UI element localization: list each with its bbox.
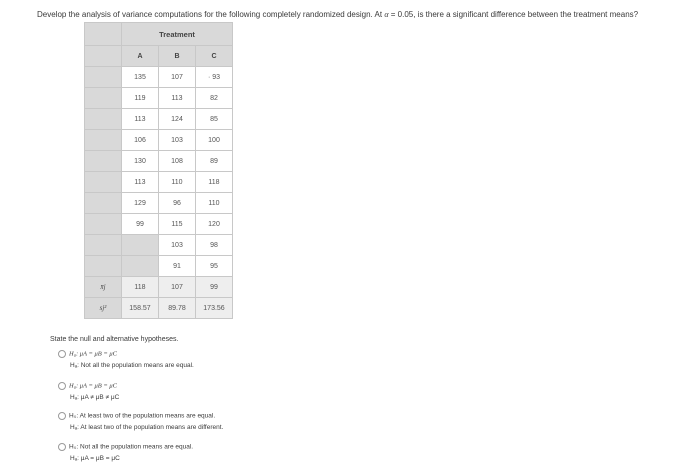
row-stub xyxy=(85,235,122,256)
table-row xyxy=(85,172,233,193)
option-h0: H₀: At least two of the population means are equal. xyxy=(69,412,216,420)
table-cell: 130 xyxy=(122,151,159,172)
row-stub xyxy=(85,214,122,235)
radio-button[interactable] xyxy=(58,382,66,390)
table-row xyxy=(85,88,233,109)
hypotheses-prompt: State the null and alternative hypotheses. xyxy=(50,336,179,343)
table-cell: 118 xyxy=(196,172,233,193)
row-stub xyxy=(85,193,122,214)
table-cell: 110 xyxy=(159,172,196,193)
table-cell: 103 xyxy=(159,235,196,256)
hypothesis-option-2[interactable] xyxy=(58,382,117,390)
question-prefix: Develop the analysis of variance computations for the following completely randomized design. At xyxy=(37,10,383,19)
table-cell: 106 xyxy=(122,130,159,151)
table-cell-empty xyxy=(122,235,159,256)
row-stub xyxy=(85,151,122,172)
radio-button[interactable] xyxy=(58,350,66,358)
option-ha: Hₐ: μA = μB = μC xyxy=(70,455,120,462)
row-stub xyxy=(85,256,122,277)
table-cell: 89 xyxy=(196,151,233,172)
table-cell: 113 xyxy=(122,172,159,193)
row-stub xyxy=(85,130,122,151)
option-ha: Hₐ: Not all the population means are equal. xyxy=(70,362,194,369)
table-cell: 95 xyxy=(196,256,233,277)
column-header-a: A xyxy=(122,46,159,67)
table-cell: 135 xyxy=(122,67,159,88)
table-row xyxy=(85,67,233,88)
table-cell: 129 xyxy=(122,193,159,214)
radio-button[interactable] xyxy=(58,443,66,451)
table-cell: 99 xyxy=(122,214,159,235)
row-stub xyxy=(85,88,122,109)
table-cell: 113 xyxy=(122,109,159,130)
table-cell: 113 xyxy=(159,88,196,109)
alpha-symbol: α xyxy=(384,10,389,19)
table-cell: 107 xyxy=(159,67,196,88)
table-cell: 119 xyxy=(122,88,159,109)
radio-button[interactable] xyxy=(58,412,66,420)
table-cell: · 93 xyxy=(196,67,233,88)
table-cell: 110 xyxy=(196,193,233,214)
hypothesis-option-1[interactable] xyxy=(58,350,117,358)
variance-label: sj² xyxy=(85,298,122,319)
table-cell: 103 xyxy=(159,130,196,151)
table-row xyxy=(85,214,233,235)
table-cell: 120 xyxy=(196,214,233,235)
variance-row xyxy=(85,298,233,319)
table-cell: 124 xyxy=(159,109,196,130)
table-cell-empty xyxy=(122,256,159,277)
table-cell: 98 xyxy=(196,235,233,256)
table-cell: 85 xyxy=(196,109,233,130)
table-row xyxy=(85,151,233,172)
variance-cell: 173.56 xyxy=(196,298,233,319)
column-header-c: C xyxy=(196,46,233,67)
corner-cell xyxy=(85,46,122,67)
option-h0: H₀: μA = μB = μC xyxy=(69,382,117,390)
mean-row xyxy=(85,277,233,298)
row-stub xyxy=(85,172,122,193)
table-row xyxy=(85,193,233,214)
corner-cell xyxy=(85,23,122,46)
data-table-container xyxy=(84,22,233,319)
table-cell: 100 xyxy=(196,130,233,151)
question-text xyxy=(37,10,697,19)
data-table xyxy=(84,22,233,319)
option-ha: Hₐ: At least two of the population means are different. xyxy=(70,424,224,431)
table-cell: 108 xyxy=(159,151,196,172)
table-row xyxy=(85,109,233,130)
table-row xyxy=(85,130,233,151)
variance-cell: 158.57 xyxy=(122,298,159,319)
option-h0: H₀: Not all the population means are equal. xyxy=(69,443,194,451)
mean-cell: 99 xyxy=(196,277,233,298)
question-suffix: = 0.05, is there a significant difference between the treatment means? xyxy=(390,10,639,19)
column-header-b: B xyxy=(159,46,196,67)
row-stub xyxy=(85,67,122,88)
variance-cell: 89.78 xyxy=(159,298,196,319)
table-cell: 115 xyxy=(159,214,196,235)
table-cell: 96 xyxy=(159,193,196,214)
option-h0: H₀: μA = μB = μC xyxy=(69,350,117,358)
table-cell: 91 xyxy=(159,256,196,277)
option-ha: Hₐ: μA ≠ μB ≠ μC xyxy=(70,394,120,401)
table-cell: 82 xyxy=(196,88,233,109)
row-stub xyxy=(85,109,122,130)
mean-cell: 118 xyxy=(122,277,159,298)
hypothesis-option-4[interactable] xyxy=(58,443,193,451)
hypothesis-option-3[interactable] xyxy=(58,412,215,420)
mean-label: x̄j xyxy=(85,277,122,298)
table-title: Treatment xyxy=(122,23,233,46)
table-row xyxy=(85,235,233,256)
mean-cell: 107 xyxy=(159,277,196,298)
table-row xyxy=(85,256,233,277)
